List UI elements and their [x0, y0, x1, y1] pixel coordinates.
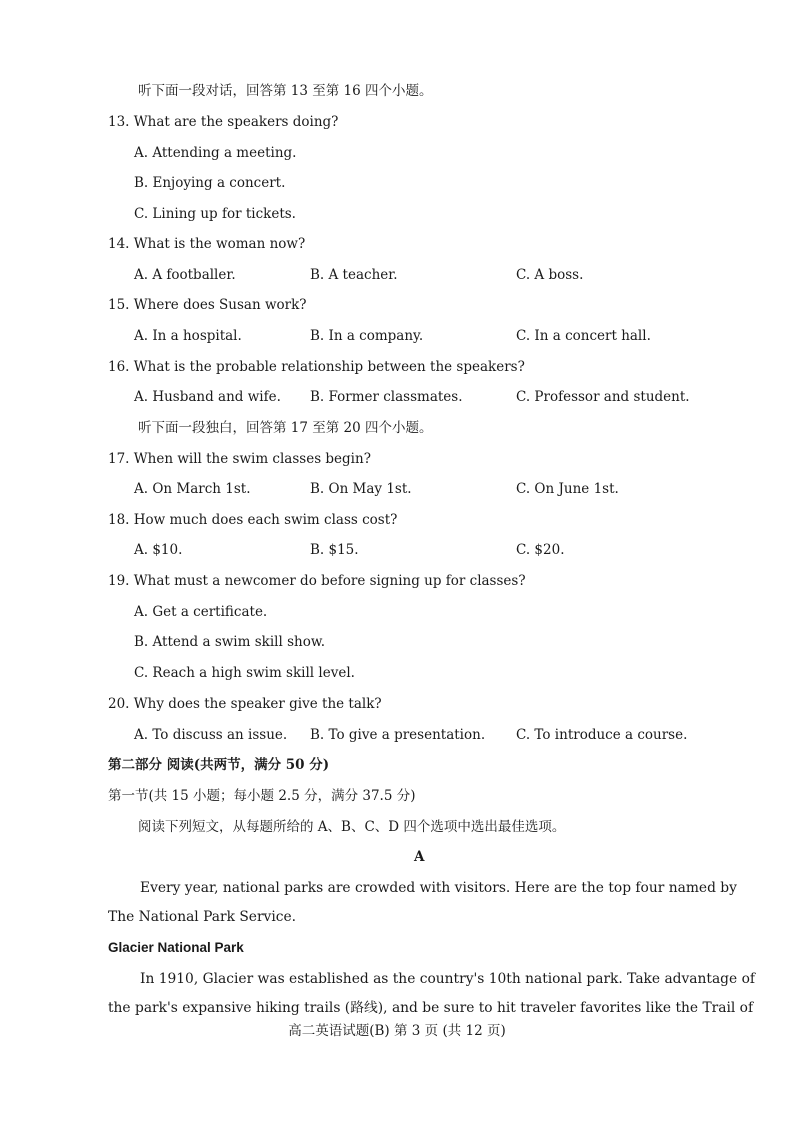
page-footer: 高二英语试题(B) 第 3 页 (共 12 页) [288, 1023, 506, 1039]
question-text: How much does each swim class cost? [133, 512, 398, 528]
question-number: 13. [108, 114, 130, 130]
option-14-c: C. A boss. [516, 267, 584, 283]
question-text: What are the speakers doing? [133, 114, 339, 130]
question-number: 16. [108, 359, 130, 375]
option-13-c: C. Lining up for tickets. [134, 206, 296, 222]
option-18-a: A. $10. [134, 542, 183, 558]
reading-section-title: 第一节(共 15 小题；每小题 2.5 分，满分 37.5 分) [108, 788, 416, 804]
question-20 [108, 695, 382, 713]
option-16-b: B. Former classmates. [310, 389, 463, 405]
listening-instruction-13-16: 听下面一段对话，回答第 13 至第 16 四个小题。 [138, 83, 433, 99]
question-number: 20. [108, 696, 130, 712]
listening-instruction-17-20: 听下面一段独白，回答第 17 至第 20 四个小题。 [138, 420, 433, 436]
option-15-a: A. In a hospital. [134, 328, 242, 344]
park-1-line-2: the park's expansive hiking trails (路线), and be sure to hit traveler favorites like the Trail of [108, 1000, 754, 1016]
question-18 [108, 511, 397, 529]
park-1-title: Glacier National Park [108, 940, 244, 955]
option-20-b: B. To give a presentation. [310, 727, 486, 743]
passage-letter: A [414, 849, 425, 865]
reading-part-title: 第二部分 阅读(共两节，满分 50 分) [108, 757, 330, 773]
question-number: 14. [108, 236, 130, 252]
question-text: What must a newcomer do before signing up for classes? [133, 573, 526, 589]
question-number: 15. [108, 297, 130, 313]
question-text: Where does Susan work? [133, 297, 307, 313]
option-19-b: B. Attend a swim skill show. [134, 634, 326, 650]
option-20-c: C. To introduce a course. [516, 727, 688, 743]
option-19-c: C. Reach a high swim skill level. [134, 665, 355, 681]
question-text: When will the swim classes begin? [133, 451, 371, 467]
option-17-a: A. On March 1st. [134, 481, 251, 497]
option-20-a: A. To discuss an issue. [134, 727, 288, 743]
question-text: What is the probable relationship between the speakers? [133, 359, 525, 375]
question-text: What is the woman now? [133, 236, 306, 252]
option-15-c: C. In a concert hall. [516, 328, 651, 344]
park-1-line-1: In 1910, Glacier was established as the country's 10th national park. Take advantage of [140, 971, 755, 987]
question-text: Why does the speaker give the talk? [133, 696, 382, 712]
passage-intro-line-1: Every year, national parks are crowded with visitors. Here are the top four named by [140, 880, 737, 896]
option-17-c: C. On June 1st. [516, 481, 619, 497]
question-19 [108, 572, 526, 590]
option-18-b: B. $15. [310, 542, 359, 558]
option-13-b: B. Enjoying a concert. [134, 175, 286, 191]
option-19-a: A. Get a certificate. [134, 604, 268, 620]
question-15 [108, 296, 307, 314]
question-number: 19. [108, 573, 130, 589]
option-15-b: B. In a company. [310, 328, 424, 344]
option-14-a: A. A footballer. [134, 267, 236, 283]
reading-instruction: 阅读下列短文，从每题所给的 A、B、C、D 四个选项中选出最佳选项。 [138, 819, 566, 835]
option-17-b: B. On May 1st. [310, 481, 412, 497]
question-13 [108, 113, 338, 131]
option-13-a: A. Attending a meeting. [134, 145, 297, 161]
question-17 [108, 450, 371, 468]
option-16-c: C. Professor and student. [516, 389, 690, 405]
option-16-a: A. Husband and wife. [134, 389, 281, 405]
option-18-c: C. $20. [516, 542, 565, 558]
option-14-b: B. A teacher. [310, 267, 398, 283]
question-16 [108, 358, 525, 376]
question-14 [108, 235, 305, 253]
question-number: 18. [108, 512, 130, 528]
question-number: 17. [108, 451, 130, 467]
passage-intro-line-2: The National Park Service. [108, 909, 297, 925]
